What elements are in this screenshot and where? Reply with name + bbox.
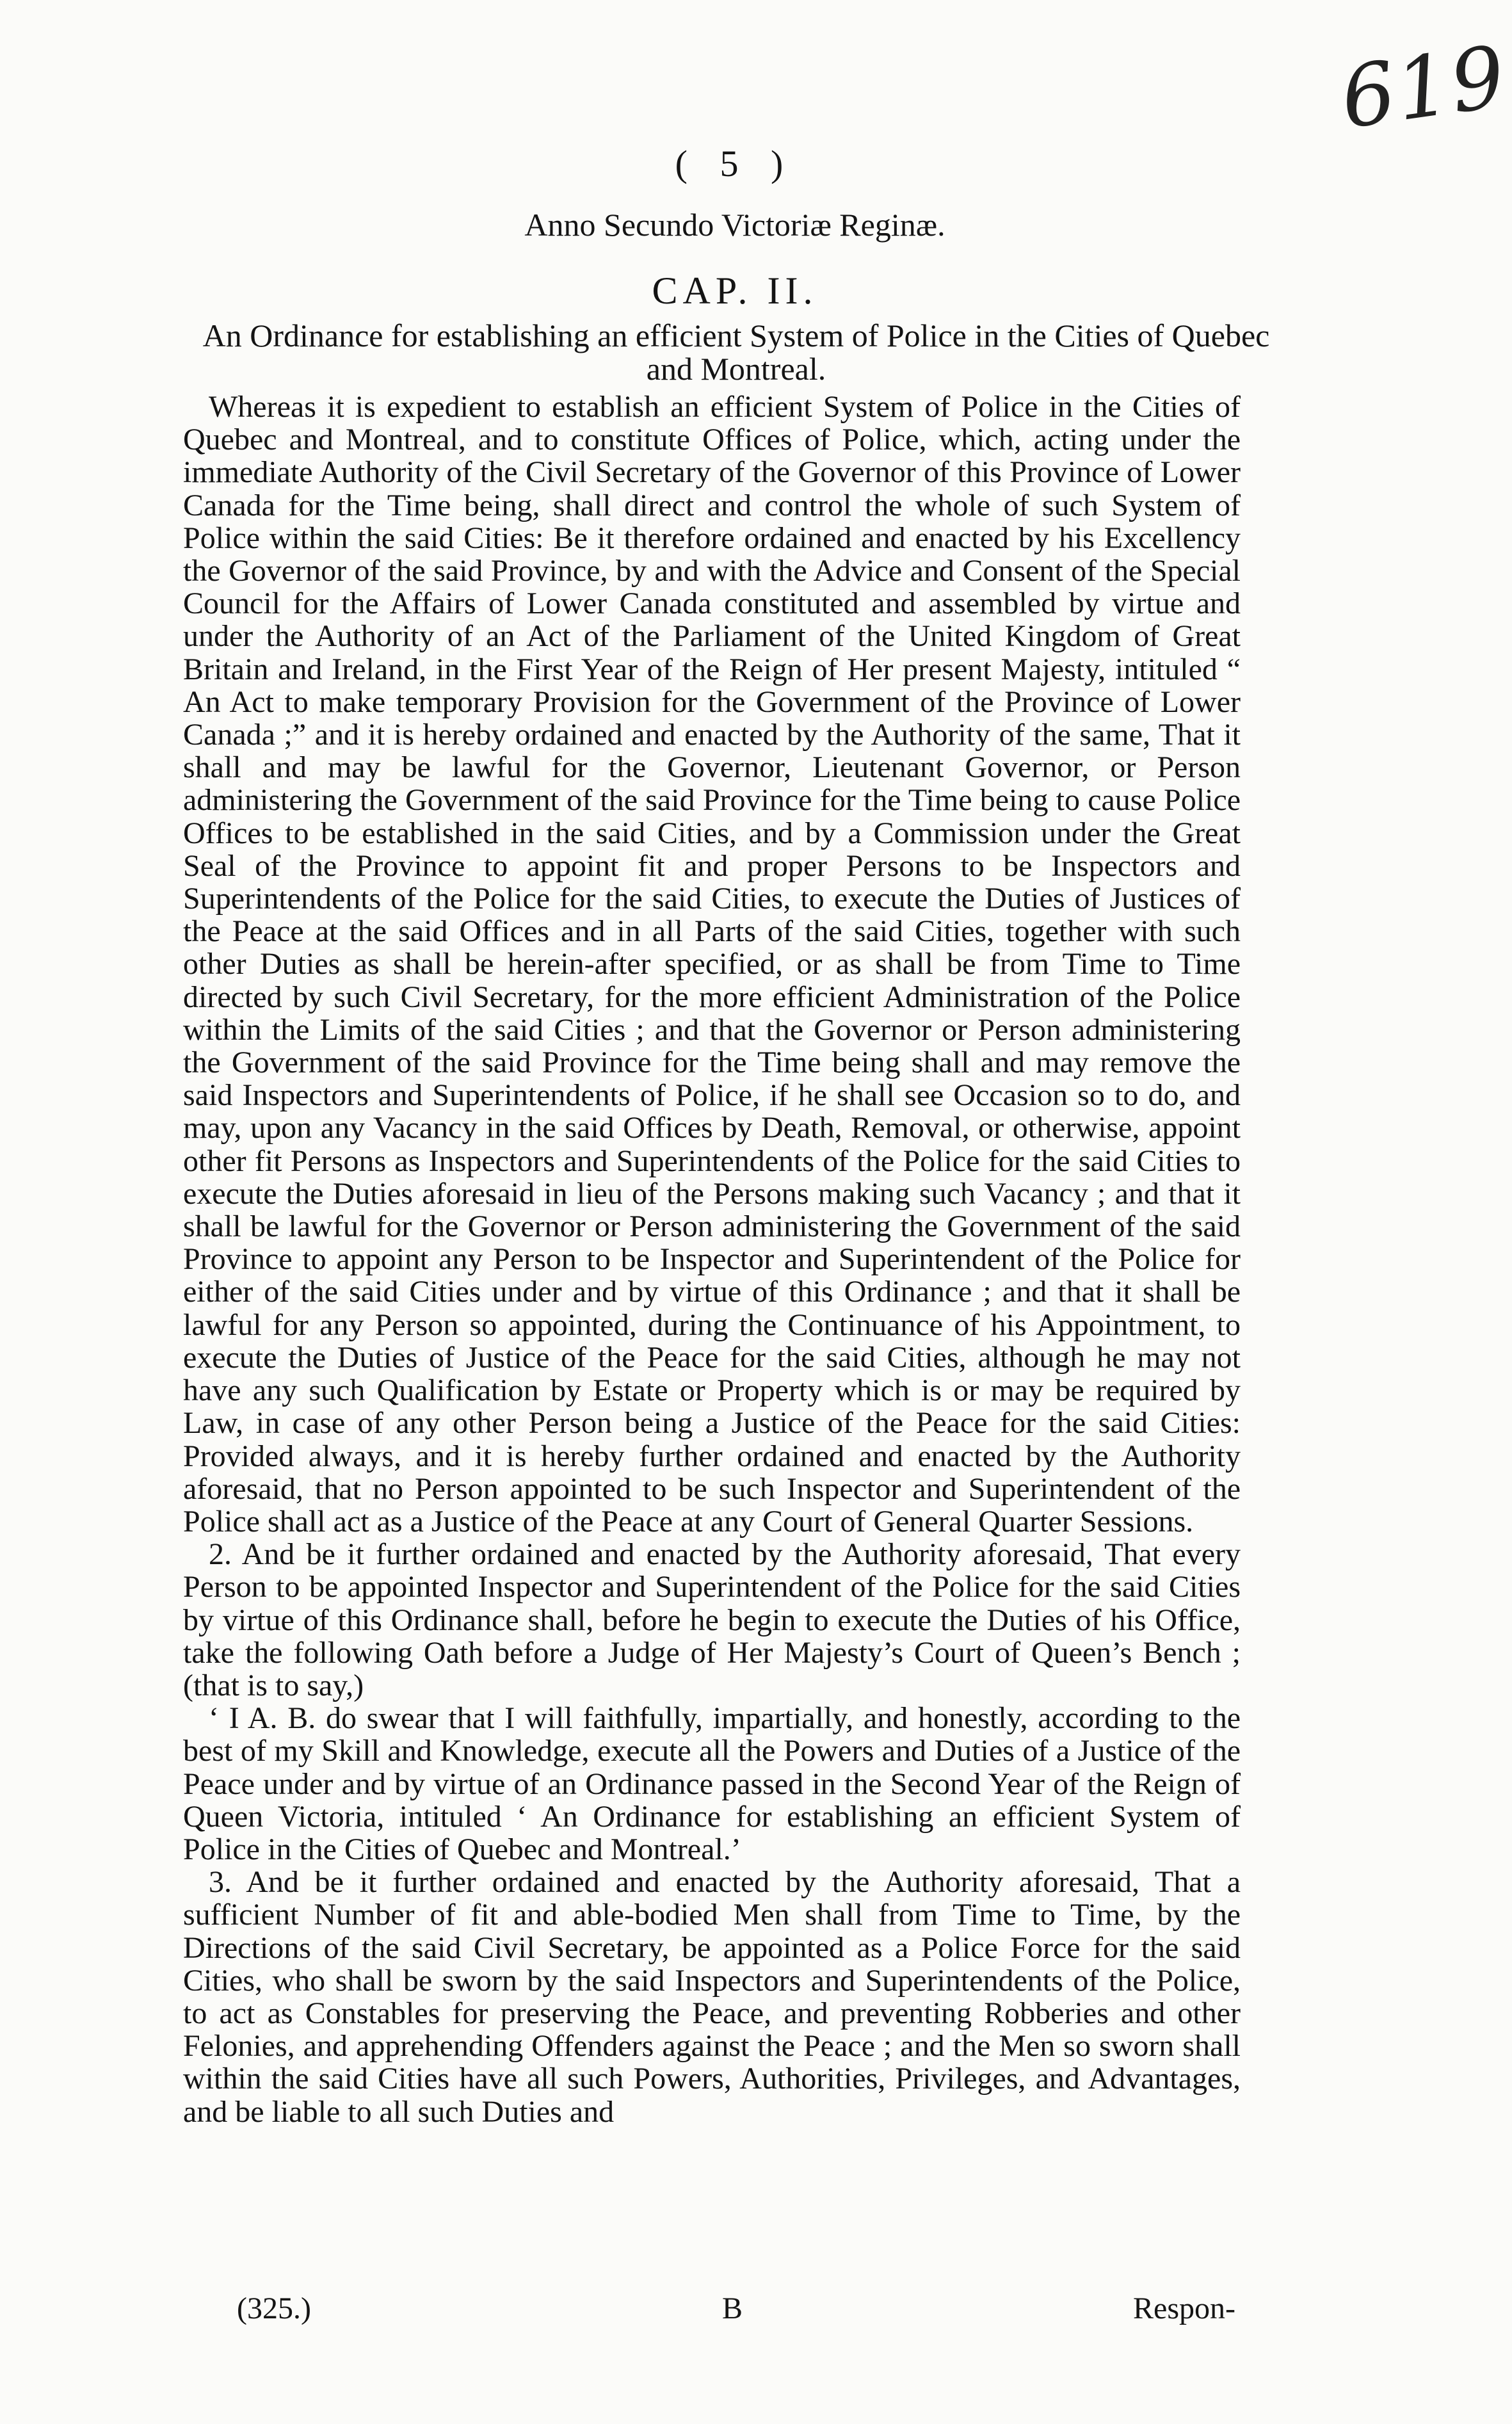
chapter-heading: CAP. II. <box>652 270 818 312</box>
print-number: (325.) <box>237 2291 311 2325</box>
section-3-paragraph: 3. And be it further ordained and enacted by the Authority aforesaid, That a sufficient Number of fit and able-bodied Men shall from Time to Time, by the Directions of the said Civil Secretary, be appointed as a Police Force for the said Cities, who shall be sworn by the said Inspectors and Superintendents of the Police, to act as Constables for preserving the Peace, and preventing Robberies and other Felonies, and apprehending Offenders against the Peace ; and the Men so sworn shall within the said Cities have all such Powers, Authorities, Privileges, and Advantages, and be liable to all such Duties and <box>183 1865 1241 2129</box>
ordinance-title: An Ordinance for establishing an efficient System of Police in the Cities of Quebec and Montreal. <box>202 318 1270 387</box>
page-number: ( 5 ) <box>675 143 795 184</box>
section-2-paragraph: 2. And be it further ordained and enacted by the Authority aforesaid, That every Person to be appointed Inspector and Superintendent of the Police for the said Cities by virtue of this Ordinance shall, before he begin to execute the Duties of his Office, take the following Oath before a Judge of Her Majesty’s Court of Queen’s Bench ; (that is to say,) <box>183 1537 1241 1702</box>
handwritten-folio-number: 619 <box>1335 27 1512 149</box>
oath-paragraph: ‘ I A. B. do swear that I will faithfully, impartially, and honestly, according to the best of my Skill and Knowledge, execute all the Powers and Duties of a Justice of the Peace under and by virtue of an Ordinance passed in the Second Year of the Reign of Queen Victoria, intituled ‘ An Ordinance for establishing an efficient System of Police in the Cities of Quebec and Montreal.’ <box>183 1701 1241 1866</box>
preamble-paragraph: Whereas it is expedient to establish an efficient System of Police in the Cities of Quebec and Montreal, and to constitute Offices of Police, which, acting under the immediate Authority of the Civil Secretary of the Governor of this Province of Lower Canada for the Time being, shall direct and control the whole of such System of Police within the said Cities: Be it therefore ordained and enacted by his Excellency the Governor of the said Province, by and with the Advice and Consent of the Special Council for the Affairs of Lower Canada constituted and assembled by virtue and under the Authority of an Act of the Parliament of the United Kingdom of Great Britain and Ireland, in the First Year of the Reign of Her present Majesty, intituled “ An Act to make temporary Provision for the Government of the Province of Lower Canada ;” and it is hereby ordained and enacted by the Authority of the same, That it shall and may be lawful for the Governor, Lieutenant Governor, or Person administering the Government of the said Province for the Time being to cause Police Offices to be established in the said Cities, and by a Commission under the Great Seal of the Province to appoint fit and proper Persons to be Inspectors and Superintendents of the Police for the said Cities, to execute the Duties of Justices of the Peace at the said Offices and in all Parts of the said Cities, together with such other Duties as shall be herein-after specified, or as shall be from Time to Time directed by such Civil Secretary, for the more efficient Administration of the Police within the Limits of the said Cities ; and that the Governor or Person administering the Government of the said Province for the Time being shall and may remove the said Inspectors and Superintendents of Police, if he shall see Occasion so to do, and may, upon any Vacancy in the said Offices by Death, Removal, or otherwise, appoint other fit Persons as Inspectors and Superintendents of the Police for the said Cities to execute the Duties aforesaid in lieu of the Persons making such Vacancy ; and that it shall be lawful for the Governor or Person administering the Government of the said Province to appoint any Person to be Inspector and Superintendent of the Police for either of the said Cities under and by virtue of this Ordinance ; and that it shall be lawful for any Person so appointed, during the Continuance of his Appointment, to execute the Duties of Justice of the Peace for the said Cities, although he may not have any such Qualification by Estate or Property which is or may be required by Law, in case of any other Person being a Justice of the Peace for the said Cities: Provided always, and it is hereby further ordained and enacted by the Authority aforesaid, that no Person appointed to be such Inspector and Superintendent of the Police shall act as a Justice of the Peace at any Court of General Quarter Sessions. <box>183 390 1241 1539</box>
catchword: Respon- <box>1133 2291 1235 2325</box>
ordinance-body <box>183 391 1241 2128</box>
page-footer <box>0 2291 1470 2329</box>
signature-mark: B <box>722 2291 743 2325</box>
regnal-year-heading: Anno Secundo Victoriæ Reginæ. <box>524 207 945 243</box>
